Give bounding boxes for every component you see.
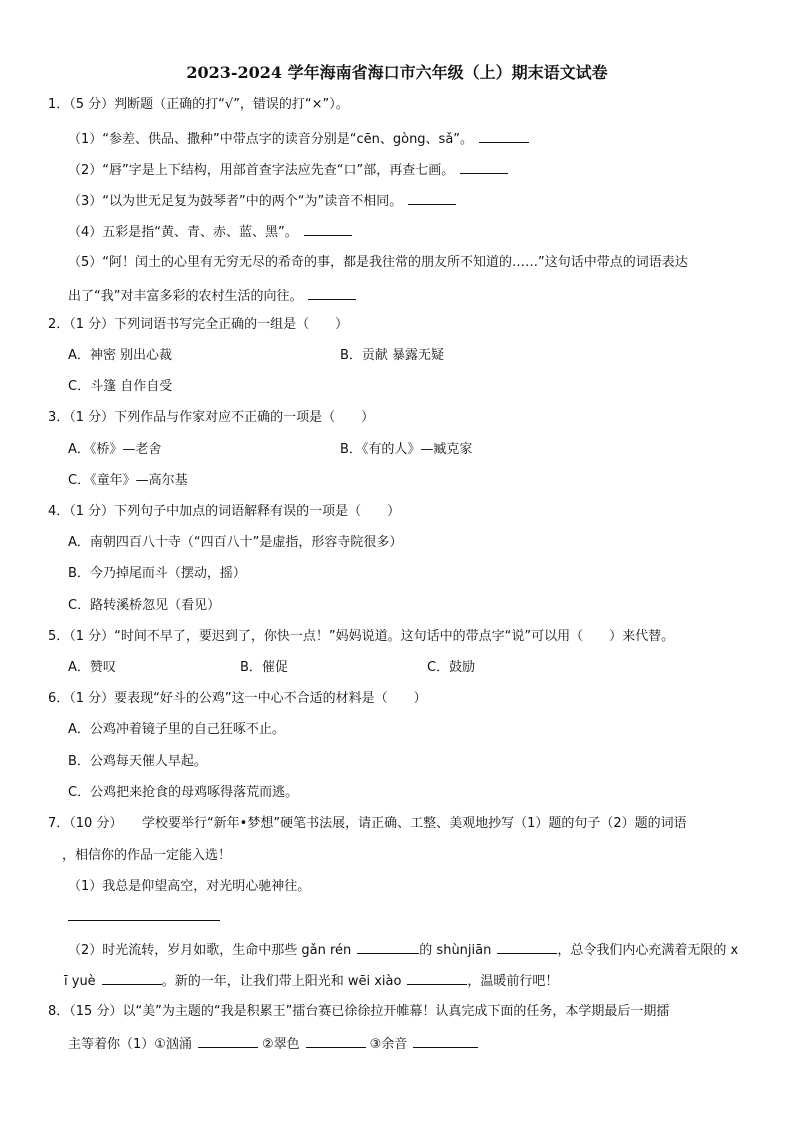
question-2-option-c[interactable]: C．斗篷 自作自受 <box>68 379 173 394</box>
answer-blank[interactable] <box>357 941 419 954</box>
question-3-stem: 3．（1 分）下列作品与作家对应不正确的一项是（ ） <box>48 410 375 425</box>
question-1-item-2: （2）“唇”字是上下结构，用部首查字法应先查“口”部，再查七画。 <box>68 161 508 179</box>
answer-blank[interactable] <box>102 972 162 985</box>
question-6-option-c[interactable]: C．公鸡把来抢食的母鸡啄得落荒而逃。 <box>68 785 299 800</box>
question-7-stem: 7．（10 分） 学校要举行“新年•梦想”硬笔书法展，请正确、工整、美观地抄写（1）题的句子（2）题的词语 <box>48 816 687 831</box>
question-1-item-4: （4）五彩是指“黄、青、赤、蓝、黑”。 <box>68 223 352 241</box>
answer-blank[interactable] <box>308 287 356 300</box>
question-8-stem: 8．（15 分）以“美”为主题的“我是积累王”擂台赛已徐徐拉开帷幕！认真完成下面的任务，本学期最后一期擂 <box>48 1004 670 1019</box>
answer-blank[interactable] <box>198 1035 258 1048</box>
question-1-item-1: （1）“参差、供品、撒种”中带点字的读音分别是“cēn、gòng、sǎ”。 <box>68 130 529 148</box>
question-7-sentence: （1）我总是仰望高空，对光明心驰神往。 <box>68 879 311 894</box>
question-6-stem: 6．（1 分）要表现“好斗的公鸡”这一中心不合适的材料是（ ） <box>48 691 427 706</box>
answer-blank[interactable] <box>413 1035 478 1048</box>
answer-blank[interactable] <box>497 941 557 954</box>
answer-blank[interactable] <box>460 161 508 174</box>
question-2-option-b[interactable]: B．贡献 暴露无疑 <box>340 348 445 363</box>
question-3-option-a[interactable]: A．《桥》—老舍 <box>68 442 162 457</box>
question-7-part-2-cont: ī yuè 。新的一年，让我们带上阳光和 wēi xiào ，温暖前行吧！ <box>64 974 559 989</box>
copy-line[interactable] <box>68 920 220 921</box>
question-5-option-b[interactable]: B．催促 <box>240 660 288 675</box>
answer-blank[interactable] <box>304 223 352 236</box>
question-7-stem-cont: ，相信你的作品一定能入选！ <box>62 848 232 863</box>
answer-blank[interactable] <box>306 1035 366 1048</box>
question-1-item-3: （3）“以为世无足复为鼓琴者”中的两个“为”读音不相同。 <box>68 192 456 210</box>
question-4-option-b[interactable]: B．今乃掉尾而斗（摆动，摇） <box>68 566 246 581</box>
question-4-stem: 4．（1 分）下列句子中加点的词语解释有误的一项是（ ） <box>48 504 401 519</box>
question-8-stem-cont: 主等着你（1）①汹涌 ②翠色 ③余音 <box>68 1035 478 1053</box>
answer-blank[interactable] <box>407 972 467 985</box>
question-4-option-a[interactable]: A．南朝四百八十寺（“四百八十”是虚指，形容寺院很多） <box>68 535 403 550</box>
question-1-item-5-cont: 出了“我”对丰富多彩的农村生活的向往。 <box>68 287 356 305</box>
question-2-stem: 2．（1 分）下列词语书写完全正确的一组是（ ） <box>48 317 349 332</box>
question-3-option-c[interactable]: C．《童年》—高尔基 <box>68 473 188 488</box>
question-5-stem: 5．（1 分）“时间不早了，要迟到了，你快一点！”妈妈说道。这句话中的带点字“说”可以用（ ）来代替。 <box>48 629 675 644</box>
answer-blank[interactable] <box>408 192 456 205</box>
question-5-option-a[interactable]: A．赞叹 <box>68 660 116 675</box>
exam-title: 2023-2024 学年海南省海口市六年级（上）期末语文试卷 <box>186 63 608 82</box>
question-3-option-b[interactable]: B．《有的人》—臧克家 <box>340 442 473 457</box>
question-6-option-a[interactable]: A．公鸡冲着镜子里的自己狂啄不止。 <box>68 722 285 737</box>
question-1-stem: 1．（5 分）判断题（正确的打“√”，错误的打“×”）。 <box>48 97 349 112</box>
question-4-option-c[interactable]: C．路转溪桥忽见（看见） <box>68 598 221 613</box>
answer-blank[interactable] <box>479 130 529 143</box>
question-6-option-b[interactable]: B．公鸡每天催人早起。 <box>68 754 207 769</box>
question-2-option-a[interactable]: A．神密 别出心裁 <box>68 348 173 363</box>
question-7-part-2: （2）时光流转，岁月如歌，生命中那些 gǎn rén 的 shùnjiān ，总令我们内心充满着无限的 x <box>68 943 739 958</box>
question-5-option-c[interactable]: C．鼓励 <box>427 660 476 675</box>
question-1-item-5: （5）“阿！闰土的心里有无穷无尽的希奇的事，都是我往常的朋友所不知道的……”这句话中带点的词语表达 <box>68 255 688 270</box>
